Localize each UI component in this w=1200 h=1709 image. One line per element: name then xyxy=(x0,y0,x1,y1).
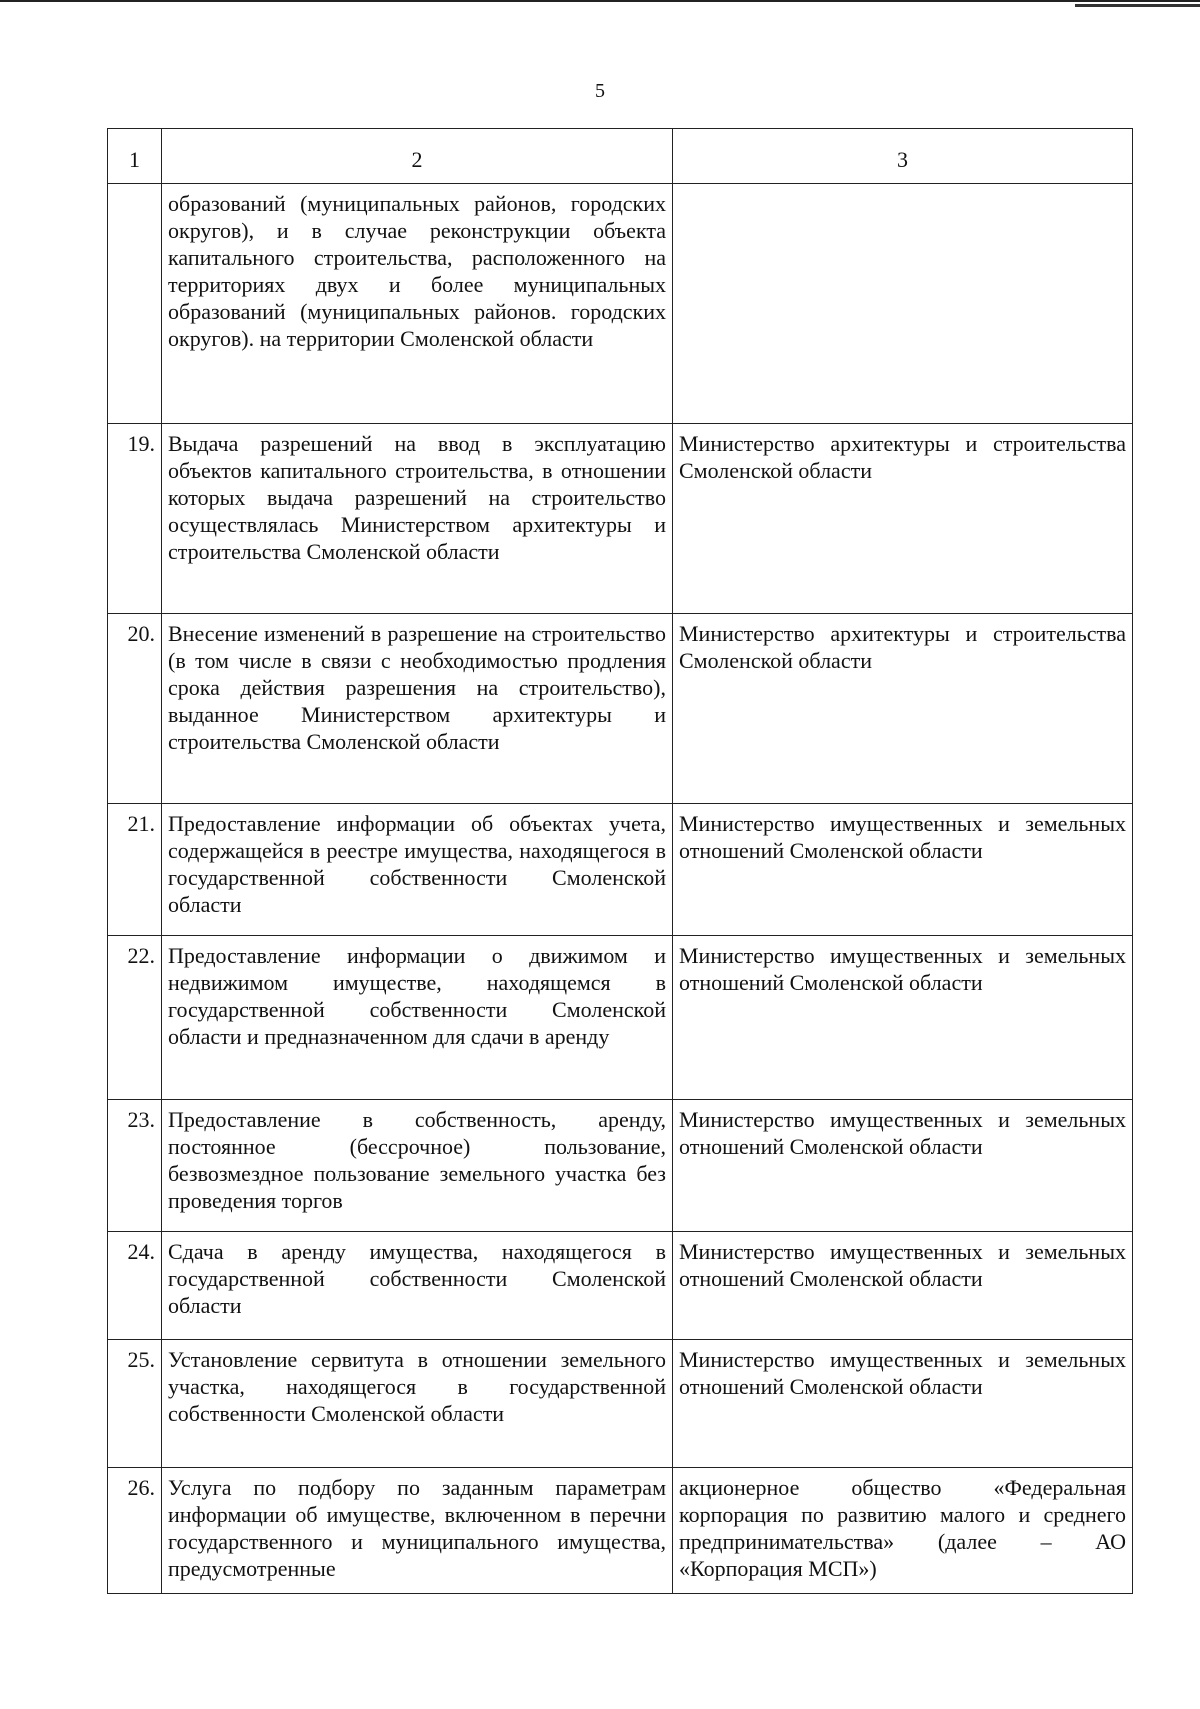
row-number: 25. xyxy=(108,1340,162,1468)
page-number: 5 xyxy=(595,80,605,102)
service-description: образований (муниципальных районов, городских округов), и в случае реконструкции объекта капитального строительства, расположенного на территориях двух и более муниципальных образований (муниципальных районов. городских округов). на территории Смоленской области xyxy=(162,184,673,424)
responsible-authority: Министерство имущественных и земельных отношений Смоленской области xyxy=(673,804,1133,936)
row-number: 20. xyxy=(108,614,162,804)
service-description: Сдача в аренду имущества, находящегося в государственной собственности Смоленской области xyxy=(162,1232,673,1340)
responsible-authority: Министерство имущественных и земельных отношений Смоленской области xyxy=(673,936,1133,1100)
table-header-row xyxy=(108,129,1133,184)
table-row xyxy=(108,614,1133,804)
table-row xyxy=(108,1468,1133,1594)
table-row xyxy=(108,184,1133,424)
table-row xyxy=(108,424,1133,614)
row-number: 26. xyxy=(108,1468,162,1594)
row-number: 21. xyxy=(108,804,162,936)
top-border-mark xyxy=(1075,4,1200,7)
services-table xyxy=(107,128,1133,1594)
service-description: Внесение изменений в разрешение на строительство (в том числе в связи с необходимостью продления срока действия разрешения на строительство), выданное Министерством архитектуры и строительства Смоленской области xyxy=(162,614,673,804)
row-number: 24. xyxy=(108,1232,162,1340)
header-col-2: 2 xyxy=(162,129,673,184)
responsible-authority: Министерство архитектуры и строительства Смоленской области xyxy=(673,614,1133,804)
top-border-line xyxy=(0,0,1200,2)
table-row xyxy=(108,1232,1133,1340)
row-number: 19. xyxy=(108,424,162,614)
row-number: 23. xyxy=(108,1100,162,1232)
service-description: Предоставление информации об объектах учета, содержащейся в реестре имущества, находящегося в государственной собственности Смоленской области xyxy=(162,804,673,936)
service-description: Установление сервитута в отношении земельного участка, находящегося в государственной собственности Смоленской области xyxy=(162,1340,673,1468)
table-row xyxy=(108,1100,1133,1232)
service-description: Предоставление в собственность, аренду, постоянное (бессрочное) пользование, безвозмездное пользование земельного участка без проведения торгов xyxy=(162,1100,673,1232)
service-description: Выдача разрешений на ввод в эксплуатацию объектов капитального строительства, в отношении которых выдача разрешений на строительство осуществлялась Министерством архитектуры и строительства Смоленской области xyxy=(162,424,673,614)
service-description: Предоставление информации о движимом и недвижимом имуществе, находящемся в государственной собственности Смоленской области и предназначенном для сдачи в аренду xyxy=(162,936,673,1100)
table-row xyxy=(108,936,1133,1100)
table-row xyxy=(108,1340,1133,1468)
row-number: 22. xyxy=(108,936,162,1100)
table-row xyxy=(108,804,1133,936)
header-col-1: 1 xyxy=(108,129,162,184)
responsible-authority: Министерство архитектуры и строительства Смоленской области xyxy=(673,424,1133,614)
service-description: Услуга по подбору по заданным параметрам информации об имуществе, включенном в перечни государственного и муниципального имущества, предусмотренные xyxy=(162,1468,673,1594)
responsible-authority: Министерство имущественных и земельных отношений Смоленской области xyxy=(673,1232,1133,1340)
header-col-3: 3 xyxy=(673,129,1133,184)
responsible-authority: Министерство имущественных и земельных отношений Смоленской области xyxy=(673,1340,1133,1468)
responsible-authority: Министерство имущественных и земельных отношений Смоленской области xyxy=(673,1100,1133,1232)
row-number xyxy=(108,184,162,424)
responsible-authority xyxy=(673,184,1133,424)
responsible-authority: акционерное общество «Федеральная корпорация по развитию малого и среднего предпринимательства» (далее – АО «Корпорация МСП») xyxy=(673,1468,1133,1594)
